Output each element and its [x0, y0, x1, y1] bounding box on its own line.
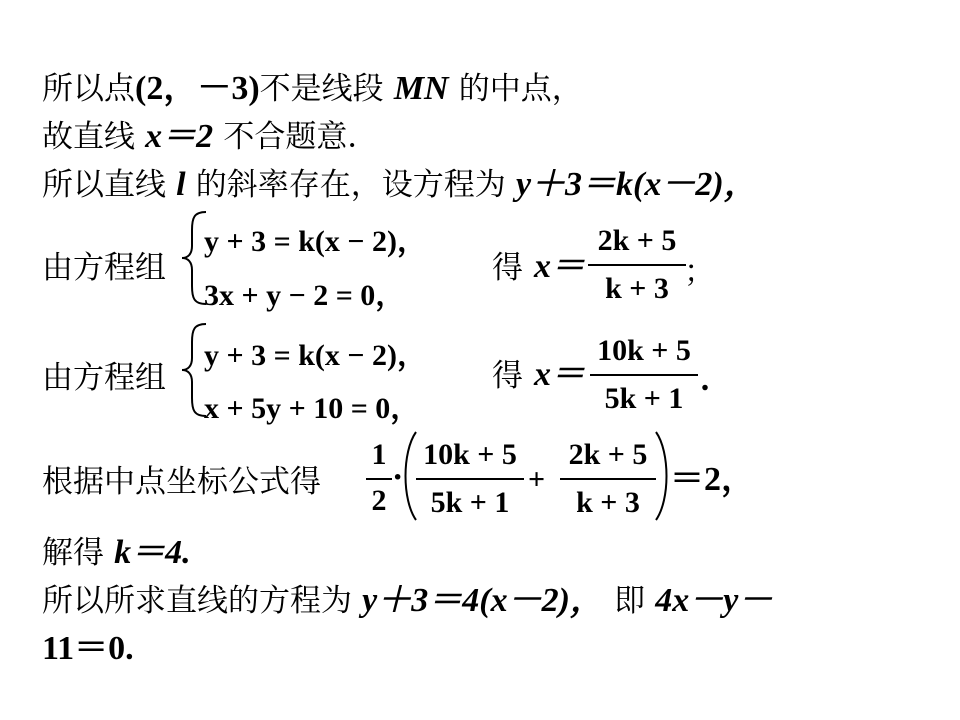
text: 所以点 [42, 71, 135, 107]
result-fraction-den [588, 382, 700, 416]
half-fraction-den [364, 484, 394, 518]
system-equation: y + 3 = k(x − 2)， [204, 225, 427, 258]
equation-rhs: ＝2， [670, 461, 755, 498]
system-equation: x + 5y + 10 = 0， [204, 392, 421, 425]
line-final-equation [42, 580, 772, 621]
system-label: 由方程组 [42, 360, 166, 396]
system-label: 由方程组 [42, 250, 166, 286]
result-variable: x＝ [534, 356, 585, 393]
system-equation: 3x + y − 2 = 0， [204, 279, 406, 312]
result-fraction [588, 224, 686, 258]
punctuation: . [702, 361, 711, 398]
result-variable: x＝ [534, 248, 585, 285]
line-midpoint-check [42, 68, 583, 109]
fraction-numerator: 10k + 5 [423, 438, 517, 471]
fraction-numerator: 2k + 5 [568, 438, 648, 471]
fraction-bar [590, 374, 698, 376]
text: 即 [614, 583, 646, 619]
fraction-denominator: 5k + 1 [604, 382, 684, 415]
line-vertical-rejected [42, 116, 378, 157]
text: 不是线段 [259, 71, 384, 107]
text: 的中点， [458, 71, 583, 107]
result-prefix: 得 [492, 250, 523, 286]
fraction-2-den [558, 486, 658, 520]
fraction-bar [366, 478, 392, 480]
text: 不合题意． [223, 119, 379, 155]
text: 解得 [42, 535, 104, 571]
half-fraction [364, 438, 394, 472]
text: 故直线 [42, 119, 135, 155]
line-slope-exists [42, 164, 758, 205]
fraction-2 [558, 438, 658, 472]
fraction-denominator: k + 3 [605, 272, 669, 305]
fraction-denominator: 2 [371, 484, 387, 517]
fraction-numerator: 1 [371, 438, 387, 471]
punctuation: ； [684, 254, 715, 290]
fraction-bar [588, 264, 686, 266]
fraction-bar [416, 478, 524, 480]
fraction-1-den [414, 486, 526, 520]
equation: k＝4. [114, 534, 191, 571]
plus-sign: + [528, 463, 546, 496]
segment-name: MN [393, 70, 449, 107]
line-name: l [176, 166, 186, 203]
fraction-denominator: 5k + 1 [430, 486, 510, 519]
multiply-dot: · [392, 459, 404, 496]
system-equation: y + 3 = k(x − 2)， [204, 339, 427, 372]
fraction-numerator: 10k + 5 [597, 334, 691, 367]
equation: 11＝0. [42, 630, 134, 667]
fraction-denominator: k + 3 [576, 486, 640, 519]
equation: y＋3＝k(x－2)， [515, 166, 758, 203]
text: 的斜率存在，设方程为 [195, 167, 506, 203]
result-fraction-den [588, 272, 686, 306]
equation: x＝2 [145, 118, 214, 155]
line-solve-k [42, 532, 191, 573]
formula-label: 根据中点坐标公式得 [42, 464, 321, 500]
text: 所以直线 [42, 167, 166, 203]
line-final-equation-cont [42, 628, 134, 669]
text: 所以所求直线的方程为 [42, 583, 352, 619]
result-fraction [588, 334, 700, 368]
fraction-numerator: 2k + 5 [597, 224, 677, 257]
fraction-bar [560, 478, 656, 480]
result-prefix: 得 [492, 358, 523, 394]
fraction-1 [414, 438, 526, 472]
equation: 4x－y－ [655, 582, 773, 619]
equation: y＋3＝4(x－2)， [362, 582, 604, 619]
point: (2，－3) [135, 70, 260, 107]
